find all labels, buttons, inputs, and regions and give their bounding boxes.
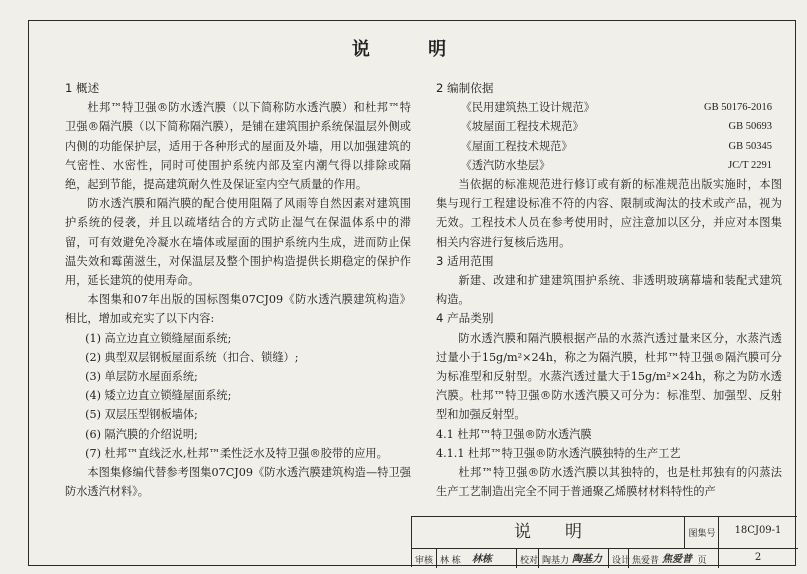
- left-column: [65, 79, 411, 501]
- paragraph-process: 杜邦™特卫强®防水透汽膜以其独特的，也是杜邦独有的闪蒸法生产工艺制造出完全不同于普通聚乙烯膜材材料特性的产: [436, 466, 782, 499]
- reference-row: [436, 137, 782, 156]
- reference-row: [436, 98, 782, 117]
- check-label: 校对: [520, 556, 539, 566]
- list-item: (5) 双层压型钢板墙体;: [85, 408, 198, 422]
- section-heading-1: 1 概述: [65, 81, 100, 95]
- paragraph-overview-1: 杜邦™特卫强®防水透汽膜（以下简称防水透汽膜）和杜邦™特卫强®隔汽膜（以下简称隔汽膜），是铺在建筑围护系统保温层外侧或内侧的功能保护层，适用于各种形式的屋面及外墙，用以加强建筑的气密性、水密性，同时可使围护系统内部及室内潮气得以排除或隔绝，起到节能，提高建筑耐久性及保证室内空气质量的作用。: [65, 101, 411, 192]
- reference-row: [436, 156, 782, 175]
- page-number: 2: [754, 552, 762, 563]
- checker-name: 陶基力: [542, 556, 570, 566]
- list-item: (4) 矮立边直立锁缝屋面系统;: [85, 389, 232, 403]
- subsection-heading-4-1: 4.1 杜邦™特卫强®防水透汽膜: [436, 427, 592, 441]
- paragraph-scope: 新建、改建和扩建建筑围护系统、非透明玻璃幕墙和装配式建筑构造。: [436, 274, 782, 307]
- section-heading-4: 4 产品类别: [436, 311, 494, 326]
- reviewer-name: 林 栋: [440, 556, 461, 566]
- atlas-number-label: 图集号: [688, 529, 716, 539]
- reference-name: 《民用建筑热工设计规范》: [460, 101, 595, 115]
- reference-code: GB 50176-2016: [704, 102, 772, 114]
- reference-name: 《透汽防水垫层》: [460, 158, 551, 172]
- list-item: (2) 典型双层钢板屋面系统（扣合、锁缝）;: [85, 350, 299, 364]
- page-label: 页: [697, 556, 707, 566]
- paragraph-overview-3: 本图集和07年出版的国标图集07CJ09《防水透汽膜建筑构造》 相比，增加或充实了以下内容:: [65, 293, 411, 326]
- list-item: (3) 单层防水屋面系统;: [85, 370, 198, 384]
- reference-name: 《坡屋面工程技术规范》: [460, 120, 584, 134]
- atlas-number: 18CJ09-1: [734, 525, 782, 536]
- title-block: [411, 516, 797, 567]
- right-column: [436, 79, 782, 501]
- title-block-title: 说明: [412, 517, 685, 549]
- paragraph-basis: 当依据的标准规范进行修订或有新的标准规范出版实施时，本图集与现行工程建设标准不符的内容、限制或淘汰的技术或产品，视为无效。工程技术人员在参考使用时，应注意加以区分，并应对本图集相关内容进行复核后选用。: [436, 178, 782, 249]
- paragraph-categories: 防水透汽膜和隔汽膜根据产品的水蒸汽透过量来区分，水蒸汽透过量小于15g/m²×24h，称之为隔汽膜，杜邦™特卫强®隔汽膜可分为标准型和反射型。水蒸汽透过量大于15g/m²×24h，称之为防水透汽膜。杜邦™特卫强®防水透汽膜又可分为：标准型、加强型、反射型和加强反射型。: [436, 331, 782, 422]
- page-title: 说 明: [351, 39, 473, 60]
- checker-signature: 陶基力: [572, 554, 602, 565]
- subsection-heading-4-1-1: 4.1.1 杜邦™特卫强®防水透汽膜独特的生产工艺: [436, 446, 681, 460]
- design-label: 设计: [612, 556, 631, 566]
- reference-name: 《屋面工程技术规范》: [460, 139, 573, 153]
- reference-code: GB 50345: [728, 140, 772, 152]
- list-item: (7) 杜邦™直线泛水,杜邦™柔性泛水及特卫强®胶带的应用。: [85, 446, 388, 460]
- list-item: (6) 隔汽膜的介绍说明;: [85, 427, 198, 441]
- reference-code: GB 50693: [728, 121, 772, 133]
- designer-name: 焦爱普: [632, 556, 660, 566]
- review-label: 审核: [415, 556, 434, 566]
- paragraph-overview-4: 本图集修编代替参考图集07CJ09《防水透汽膜建筑构造—特卫强防水透汽材料》。: [65, 466, 411, 499]
- paragraph-overview-2: 防水透汽膜和隔汽膜的配合使用阻隔了风雨等自然因素对建筑围护系统的侵袭，并且以疏堵结合的方式防止湿气在保温体系中的滞留，可有效避免冷凝水在墙体或屋面的围护系统内生成，进而防止保温失效和霉菌滋生，对保温层及整个围护构造提供长期稳定的保护作用，延长建筑的使用寿命。: [65, 197, 411, 288]
- list-item: (1) 高立边直立锁缝屋面系统;: [85, 331, 232, 345]
- section-heading-3: 3 适用范围: [436, 253, 494, 268]
- section-heading-2: 2 编制依据: [436, 81, 494, 95]
- reviewer-signature: 林栋: [472, 554, 492, 565]
- designer-signature: 焦爱普: [662, 554, 692, 565]
- reference-row: [436, 117, 782, 136]
- drawing-frame: [28, 20, 796, 566]
- reference-code: JC/T 2291: [728, 159, 772, 171]
